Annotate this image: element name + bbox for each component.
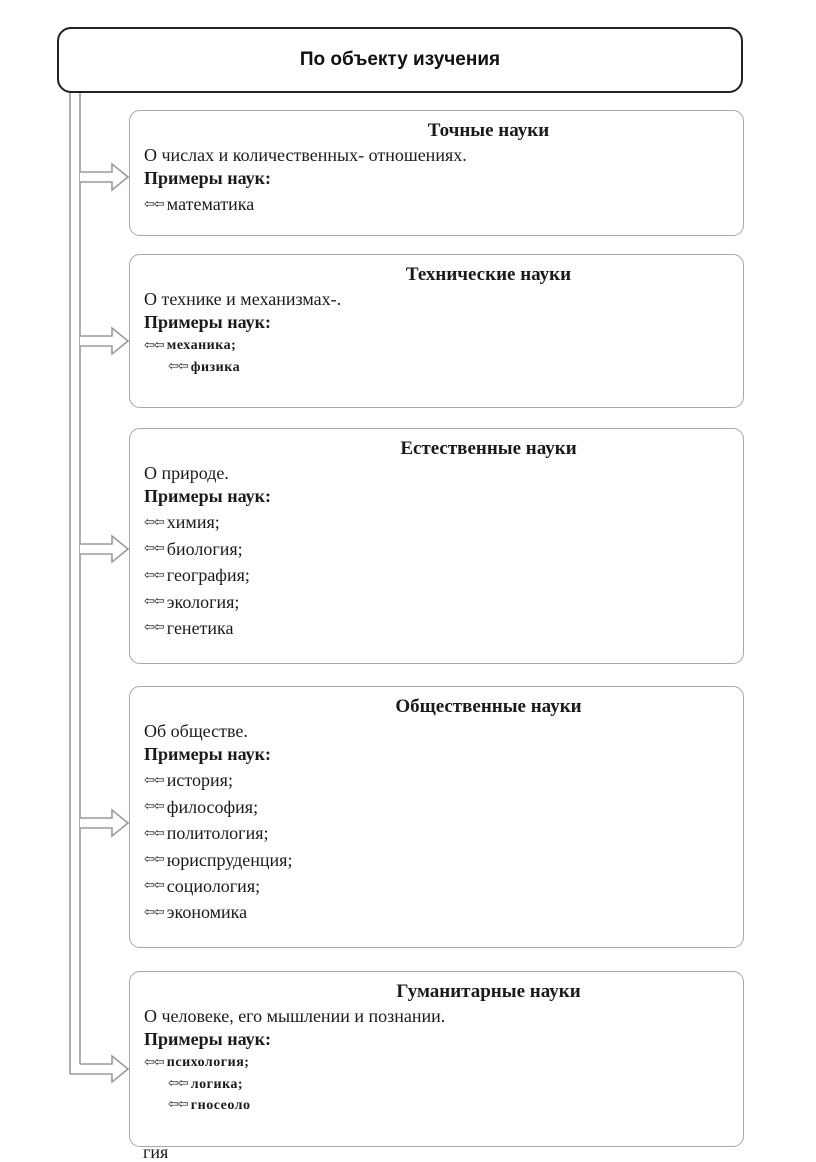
list-item (144, 1076, 733, 1094)
list-item (144, 564, 733, 587)
list-item (144, 337, 733, 355)
double-left-arrow-icon: ⇦⇦ (144, 593, 164, 609)
double-left-arrow-icon: ⇦⇦ (144, 338, 164, 354)
category-title: Естественные науки (400, 438, 577, 459)
list-item (144, 822, 733, 845)
list-item (144, 901, 733, 924)
double-left-arrow-icon: ⇦⇦ (144, 878, 164, 894)
list-item (144, 1097, 733, 1115)
category-natural-sciences (129, 428, 744, 664)
double-left-arrow-icon: ⇦⇦ (168, 1076, 188, 1092)
list-item (144, 849, 733, 872)
examples-list (144, 769, 733, 924)
double-left-arrow-icon: ⇦⇦ (144, 541, 164, 557)
double-left-arrow-icon: ⇦⇦ (168, 359, 188, 375)
list-item (144, 359, 733, 377)
category-description: О числах и количественных- отношениях. (144, 144, 467, 165)
example-text: юриспруденция; (166, 849, 293, 870)
list-item (144, 538, 733, 561)
list-item (144, 591, 733, 614)
category-description: О человеке, его мышлении и познании. (144, 1005, 446, 1026)
list-item (144, 511, 733, 534)
category-description: Об обществе. (144, 720, 248, 741)
list-item (144, 769, 733, 792)
example-text: экономика (166, 902, 248, 923)
example-text: химия; (166, 512, 220, 533)
example-text: гносеоло (190, 1097, 251, 1113)
list-item (144, 1054, 733, 1072)
branch-arrow-social (80, 810, 128, 836)
examples-list (144, 193, 733, 216)
branch-arrow-natural (80, 536, 128, 562)
category-exact-sciences (129, 110, 744, 236)
examples-list (144, 337, 733, 376)
double-left-arrow-icon: ⇦⇦ (144, 196, 164, 212)
category-title: Технические науки (405, 264, 572, 285)
example-text: история; (166, 770, 233, 791)
double-left-arrow-icon: ⇦⇦ (144, 567, 164, 583)
double-left-arrow-icon: ⇦⇦ (144, 904, 164, 920)
category-title: Точные науки (427, 120, 550, 141)
category-title: Гуманитарные науки (396, 981, 581, 1002)
examples-label: Примеры наук: (144, 744, 272, 765)
example-text: экология; (166, 591, 240, 612)
double-left-arrow-icon: ⇦⇦ (144, 851, 164, 867)
double-left-arrow-icon: ⇦⇦ (144, 799, 164, 815)
example-text: генетика (166, 618, 234, 639)
example-text: философия; (166, 796, 259, 817)
branch-arrow-technical (80, 328, 128, 354)
branch-arrow-exact (80, 164, 128, 190)
examples-list (144, 1054, 733, 1115)
overflow-text: гия (143, 1142, 169, 1162)
category-description: О технике и механизмах-. (144, 288, 342, 309)
example-text: математика (166, 194, 255, 215)
example-text: физика (190, 359, 241, 375)
example-text: политология; (166, 823, 269, 844)
list-item (144, 875, 733, 898)
examples-label: Примеры наук: (144, 312, 272, 333)
examples-label: Примеры наук: (144, 168, 272, 189)
category-description: О природе. (144, 462, 229, 483)
double-left-arrow-icon: ⇦⇦ (144, 825, 164, 841)
examples-label: Примеры наук: (144, 1029, 272, 1050)
example-text: биология; (166, 538, 243, 559)
example-text: психология; (166, 1055, 250, 1071)
list-item (144, 193, 733, 216)
category-title: Общественные науки (395, 696, 582, 717)
double-left-arrow-icon: ⇦⇦ (144, 514, 164, 530)
examples-label: Примеры наук: (144, 486, 272, 507)
category-humanities (129, 971, 744, 1147)
root-node (57, 27, 743, 93)
example-text: социология; (166, 876, 261, 897)
double-left-arrow-icon: ⇦⇦ (144, 1055, 164, 1071)
double-left-arrow-icon: ⇦⇦ (144, 772, 164, 788)
root-title: По объекту изучения (299, 49, 501, 70)
category-technical-sciences (129, 254, 744, 408)
list-item (144, 796, 733, 819)
example-text: логика; (190, 1076, 244, 1092)
list-item (144, 617, 733, 640)
example-text: география; (166, 565, 250, 586)
examples-list (144, 511, 733, 640)
branch-arrow-humanities (70, 1056, 128, 1082)
example-text: механика; (166, 338, 237, 354)
category-social-sciences (129, 686, 744, 948)
double-left-arrow-icon: ⇦⇦ (144, 620, 164, 636)
double-left-arrow-icon: ⇦⇦ (168, 1097, 188, 1113)
